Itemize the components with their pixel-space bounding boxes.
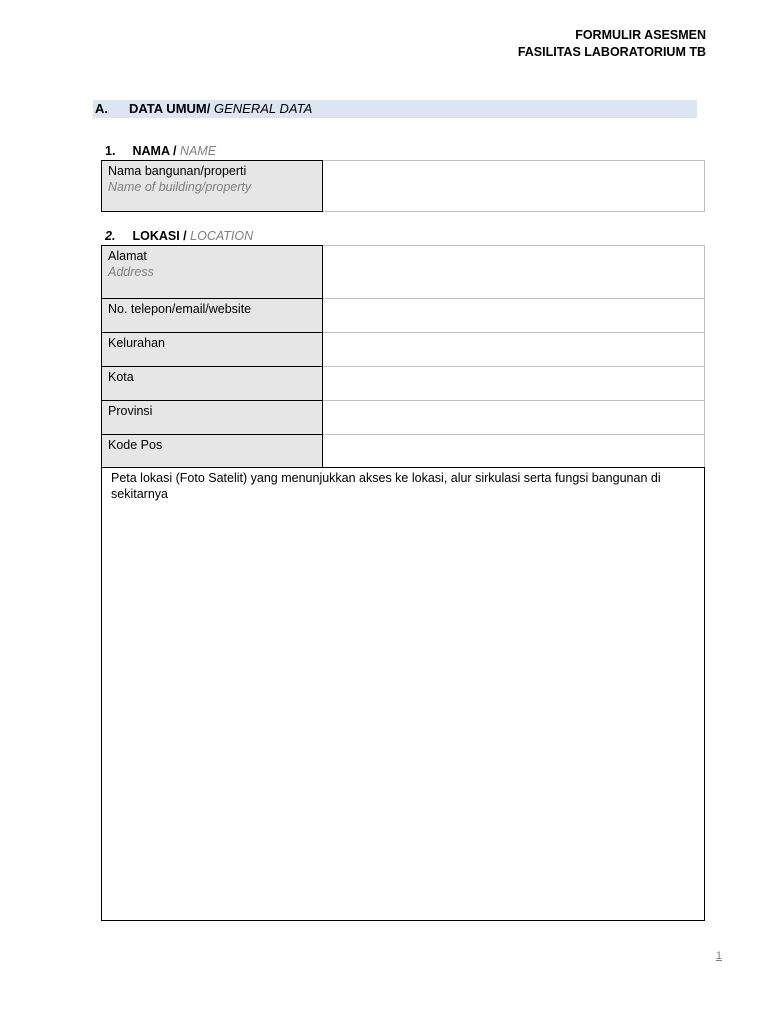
kota-field[interactable] <box>323 367 705 401</box>
section-a-letter: A. <box>95 101 108 116</box>
provinsi-label: Provinsi <box>102 401 323 435</box>
kode-pos-field[interactable] <box>323 435 705 468</box>
building-name-field[interactable] <box>323 161 705 212</box>
table-row <box>102 401 705 435</box>
section-2-title-bold: LOKASI / <box>132 229 187 243</box>
location-map-box[interactable] <box>101 467 705 921</box>
location-map-instruction: Peta lokasi (Foto Satelit) yang menunjukkan akses ke lokasi, alur sirkulasi serta fungsi bangunan di sekitarnya <box>111 471 661 501</box>
building-name-label: Nama bangunan/properti <box>108 164 247 178</box>
kelurahan-field[interactable] <box>323 333 705 367</box>
table-row <box>102 161 705 212</box>
section-a-heading <box>93 100 697 118</box>
kota-label: Kota <box>102 367 323 401</box>
kelurahan-label: Kelurahan <box>102 333 323 367</box>
section-2-title-italic: LOCATION <box>190 229 254 243</box>
address-label: Alamat <box>108 249 147 263</box>
section-1-heading <box>105 144 216 159</box>
building-name-label-cell <box>102 161 323 212</box>
form-title: FORMULIR ASESMEN <box>575 28 706 42</box>
section-2-heading <box>105 229 253 244</box>
contact-label: No. telepon/email/website <box>102 299 323 333</box>
section-1-number: 1. <box>105 144 116 158</box>
table-row <box>102 299 705 333</box>
table-row <box>102 333 705 367</box>
location-table <box>101 245 705 468</box>
kode-pos-label: Kode Pos <box>102 435 323 468</box>
table-row <box>102 435 705 468</box>
section-2-number: 2. <box>105 229 116 243</box>
form-subtitle: FASILITAS LABORATORIUM TB <box>517 45 706 59</box>
name-table <box>101 160 705 212</box>
table-row <box>102 246 705 299</box>
page-number: 1 <box>715 950 722 962</box>
building-name-sublabel: Name of building/property <box>108 180 252 194</box>
table-row <box>102 367 705 401</box>
contact-field[interactable] <box>323 299 705 333</box>
section-a-title <box>129 100 312 118</box>
section-1-title-italic: NAME <box>179 144 217 158</box>
address-label-cell <box>102 246 323 299</box>
address-field[interactable] <box>323 246 705 299</box>
section-a-title-italic: GENERAL DATA <box>213 101 313 116</box>
provinsi-field[interactable] <box>323 401 705 435</box>
address-sublabel: Address <box>108 265 154 279</box>
section-1-title-bold: NAMA / <box>132 144 177 158</box>
section-a-title-bold: DATA UMUM/ <box>129 101 211 116</box>
